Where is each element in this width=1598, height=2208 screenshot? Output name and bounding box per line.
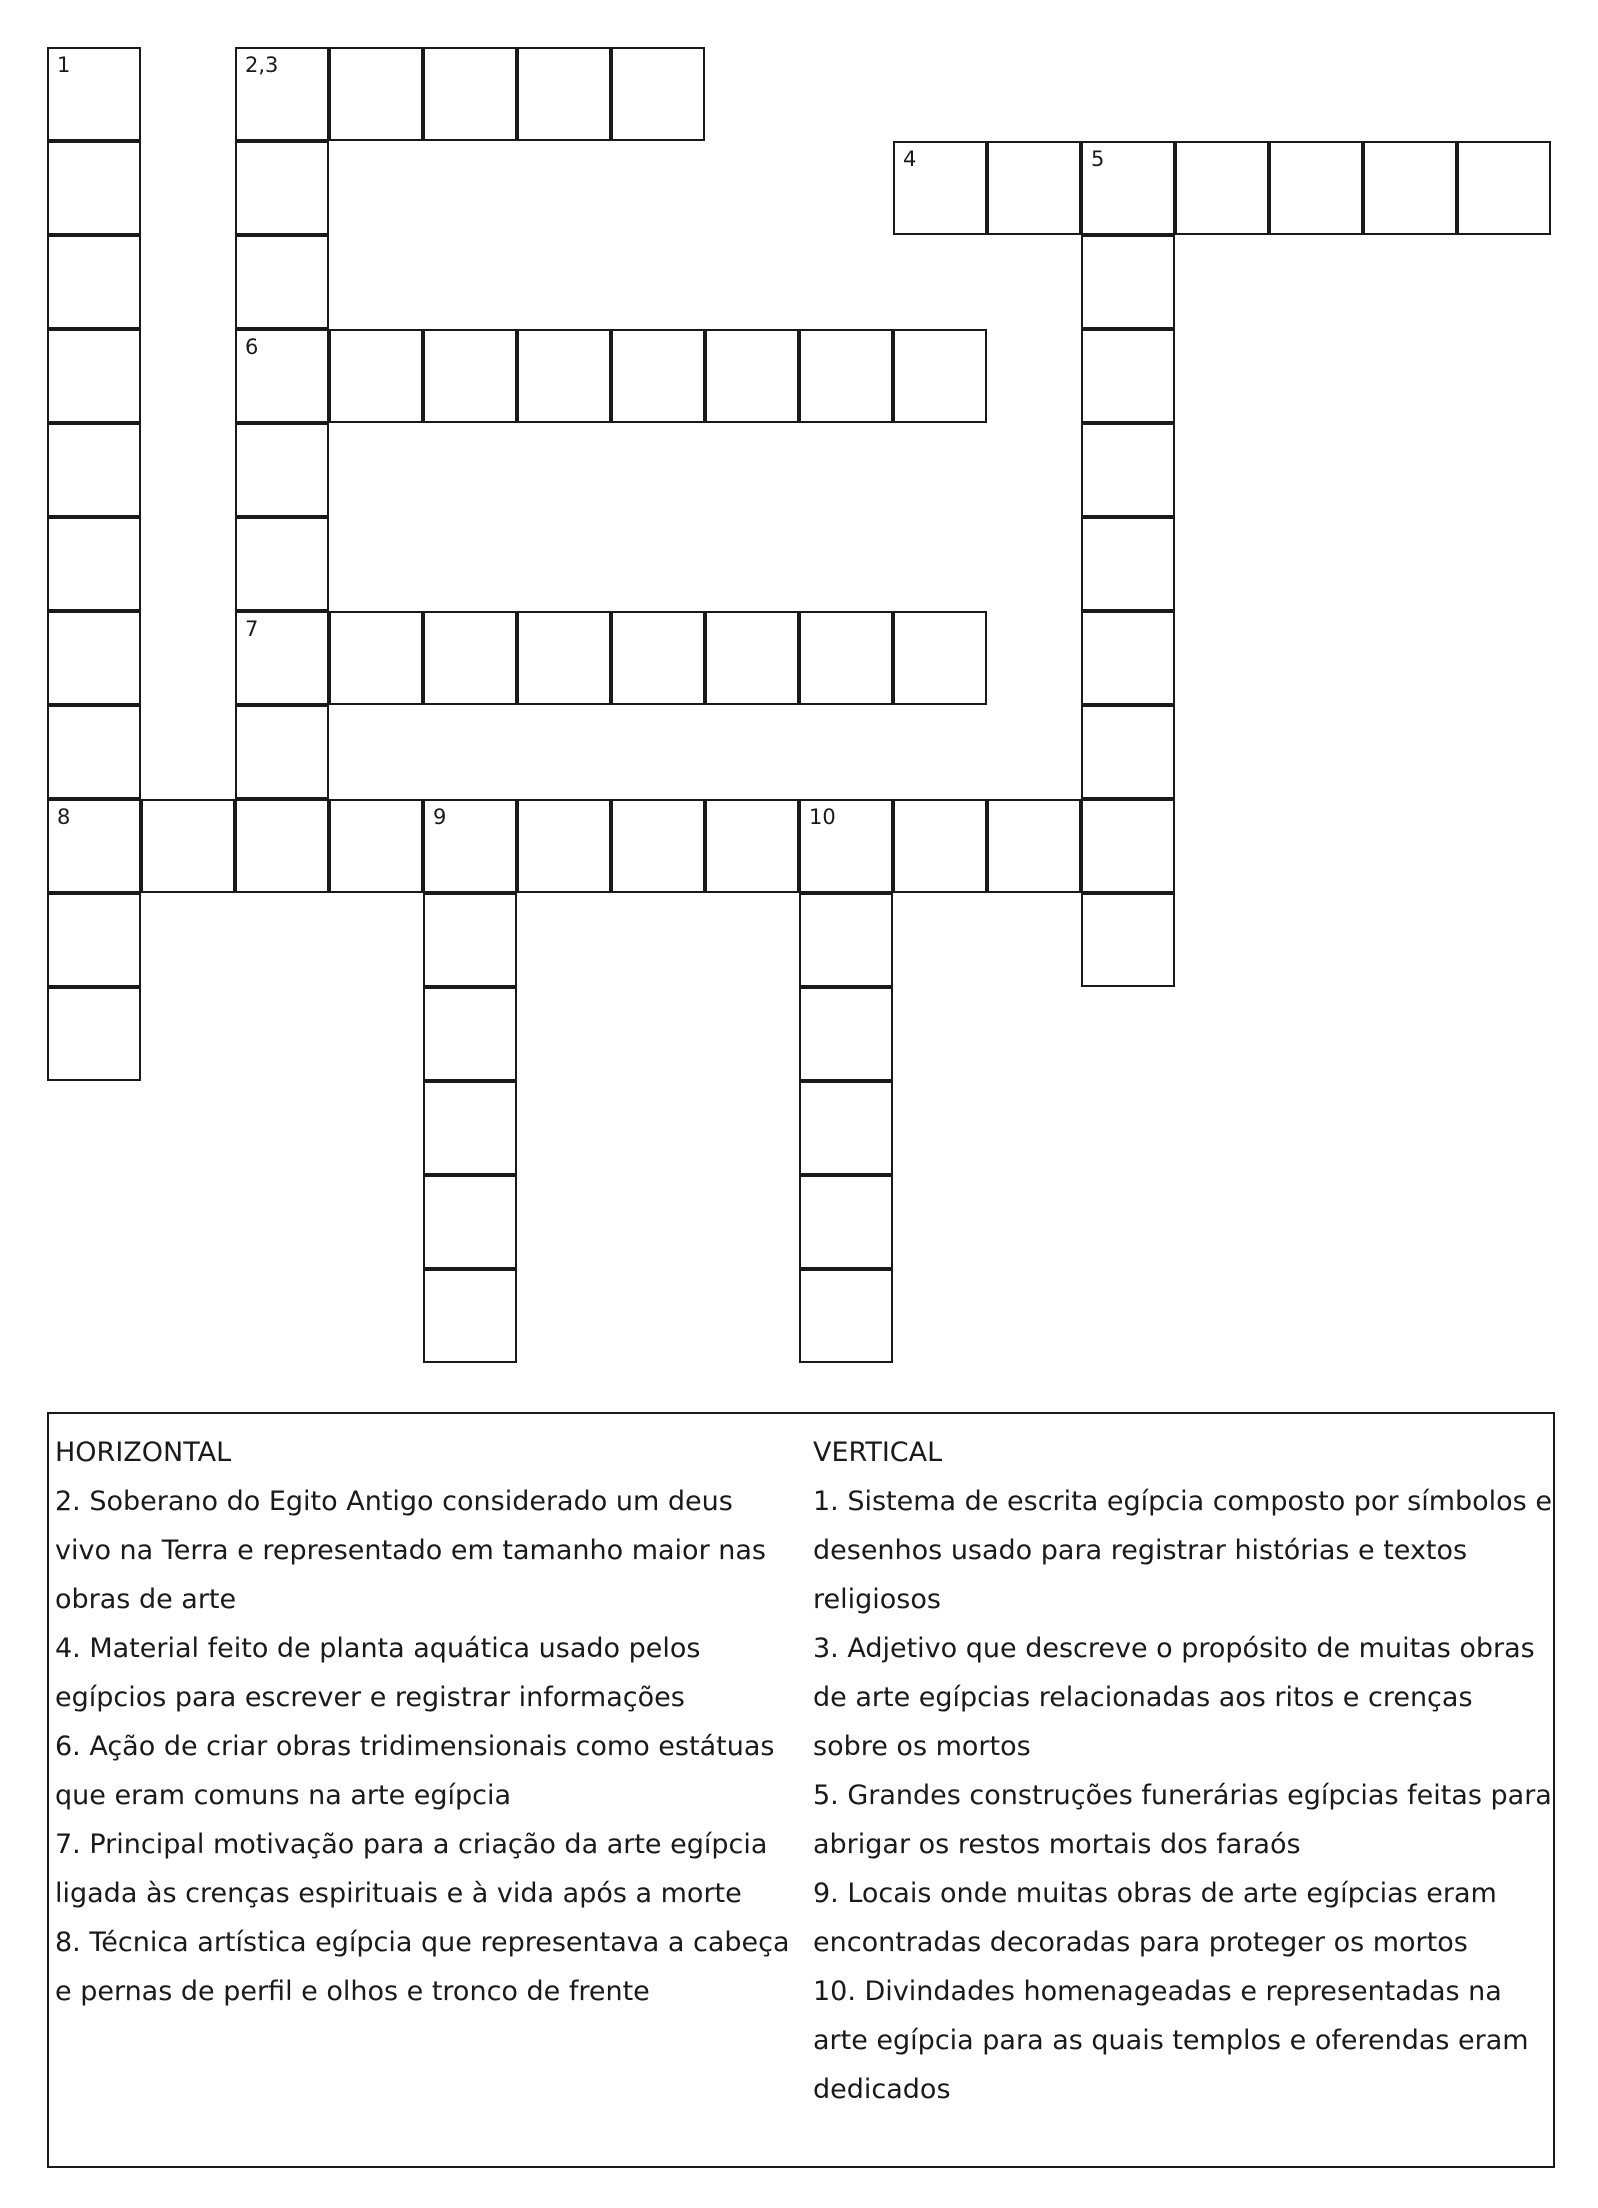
clue-vertical-5: 5. Grandes construções funerárias egípcias feitas para abrigar os restos mortais dos faraós [813,1780,1552,1860]
clue-number: 5 [1091,147,1105,171]
grid-cell[interactable] [611,329,705,423]
grid-cell[interactable] [423,1269,517,1363]
grid-cell[interactable] [799,799,893,893]
grid-cell[interactable] [987,799,1081,893]
clue-number: 4 [903,147,917,171]
grid-cell[interactable] [1081,235,1175,329]
grid-cell[interactable] [893,141,987,235]
grid-cell[interactable] [235,423,329,517]
grid-cell[interactable] [235,235,329,329]
grid-cell[interactable] [1363,141,1457,235]
grid-cell[interactable] [235,517,329,611]
grid-cell[interactable] [799,1269,893,1363]
horizontal-clues [55,1428,795,2016]
grid-cell[interactable] [1081,329,1175,423]
grid-cell[interactable] [47,423,141,517]
grid-cell[interactable] [799,329,893,423]
vertical-clues [813,1428,1553,2114]
grid-cell[interactable] [423,1175,517,1269]
clue-vertical-9: 9. Locais onde muitas obras de arte egípcias eram encontradas decoradas para proteger os mortos [813,1878,1497,1958]
horizontal-heading: HORIZONTAL [55,1437,232,1468]
grid-cell[interactable] [1269,141,1363,235]
clue-horizontal-2: 2. Soberano do Egito Antigo considerado um deus vivo na Terra e representado em tamanho maior nas obras de arte [55,1486,766,1615]
grid-cell[interactable] [1081,893,1175,987]
grid-cell[interactable] [1081,611,1175,705]
grid-cell[interactable] [47,987,141,1081]
grid-cell[interactable] [517,799,611,893]
grid-cell[interactable] [329,799,423,893]
grid-cell[interactable] [1081,141,1175,235]
grid-cell[interactable] [705,799,799,893]
clue-number: 7 [245,617,259,641]
grid-cell[interactable] [235,141,329,235]
grid-cell[interactable] [47,799,141,893]
grid-cell[interactable] [705,329,799,423]
grid-cell[interactable] [47,893,141,987]
vertical-heading: VERTICAL [813,1437,943,1468]
clue-number: 1 [57,53,71,77]
grid-cell[interactable] [517,47,611,141]
grid-cell[interactable] [235,799,329,893]
grid-cell[interactable] [47,517,141,611]
grid-cell[interactable] [893,329,987,423]
grid-cell[interactable] [517,611,611,705]
clue-horizontal-8: 8. Técnica artística egípcia que representava a cabeça e pernas de perfil e olhos e tronco de frente [55,1927,790,2007]
clue-number: 6 [245,335,259,359]
clue-vertical-3: 3. Adjetivo que descreve o propósito de muitas obras de arte egípcias relacionadas aos ritos e crenças sobre os mortos [813,1633,1535,1762]
grid-cell[interactable] [423,893,517,987]
grid-cell[interactable] [47,705,141,799]
grid-cell[interactable] [423,1081,517,1175]
grid-cell[interactable] [517,329,611,423]
grid-cell[interactable] [141,799,235,893]
grid-cell[interactable] [329,611,423,705]
grid-cell[interactable] [235,329,329,423]
grid-cell[interactable] [799,893,893,987]
grid-cell[interactable] [1175,141,1269,235]
clue-number: 8 [57,805,71,829]
grid-cell[interactable] [423,987,517,1081]
clues-box [47,1412,1555,2168]
clue-vertical-10: 10. Divindades homenageadas e representadas na arte egípcia para as quais templos e oferendas eram dedicados [813,1976,1529,2105]
grid-cell[interactable] [235,47,329,141]
grid-cell[interactable] [611,611,705,705]
grid-cell[interactable] [799,987,893,1081]
grid-cell[interactable] [1081,799,1175,893]
grid-cell[interactable] [423,799,517,893]
grid-cell[interactable] [893,611,987,705]
grid-cell[interactable] [987,141,1081,235]
clue-horizontal-7: 7. Principal motivação para a criação da arte egípcia ligada às crenças espirituais e à vida após a morte [55,1829,768,1909]
clue-horizontal-6: 6. Ação de criar obras tridimensionais como estátuas que eram comuns na arte egípcia [55,1731,775,1811]
clue-number: 2,3 [245,53,279,77]
clue-vertical-1: 1. Sistema de escrita egípcia composto por símbolos e desenhos usado para registrar histórias e textos religiosos [813,1486,1552,1615]
grid-cell[interactable] [423,329,517,423]
grid-cell[interactable] [423,47,517,141]
grid-cell[interactable] [47,329,141,423]
grid-cell[interactable] [611,47,705,141]
grid-cell[interactable] [47,141,141,235]
grid-cell[interactable] [47,235,141,329]
grid-cell[interactable] [423,611,517,705]
grid-cell[interactable] [611,799,705,893]
clue-number: 9 [433,805,447,829]
grid-cell[interactable] [705,611,799,705]
grid-cell[interactable] [1081,517,1175,611]
grid-cell[interactable] [235,705,329,799]
grid-cell[interactable] [329,329,423,423]
grid-cell[interactable] [329,47,423,141]
grid-cell[interactable] [893,799,987,893]
grid-cell[interactable] [1081,423,1175,517]
grid-cell[interactable] [799,1081,893,1175]
clue-horizontal-4: 4. Material feito de planta aquática usado pelos egípcios para escrever e registrar informações [55,1633,701,1713]
grid-cell[interactable] [235,611,329,705]
grid-cell[interactable] [1081,705,1175,799]
grid-cell[interactable] [47,611,141,705]
grid-cell[interactable] [47,47,141,141]
grid-cell[interactable] [799,1175,893,1269]
grid-cell[interactable] [799,611,893,705]
clue-number: 10 [809,805,836,829]
grid-cell[interactable] [1457,141,1551,235]
